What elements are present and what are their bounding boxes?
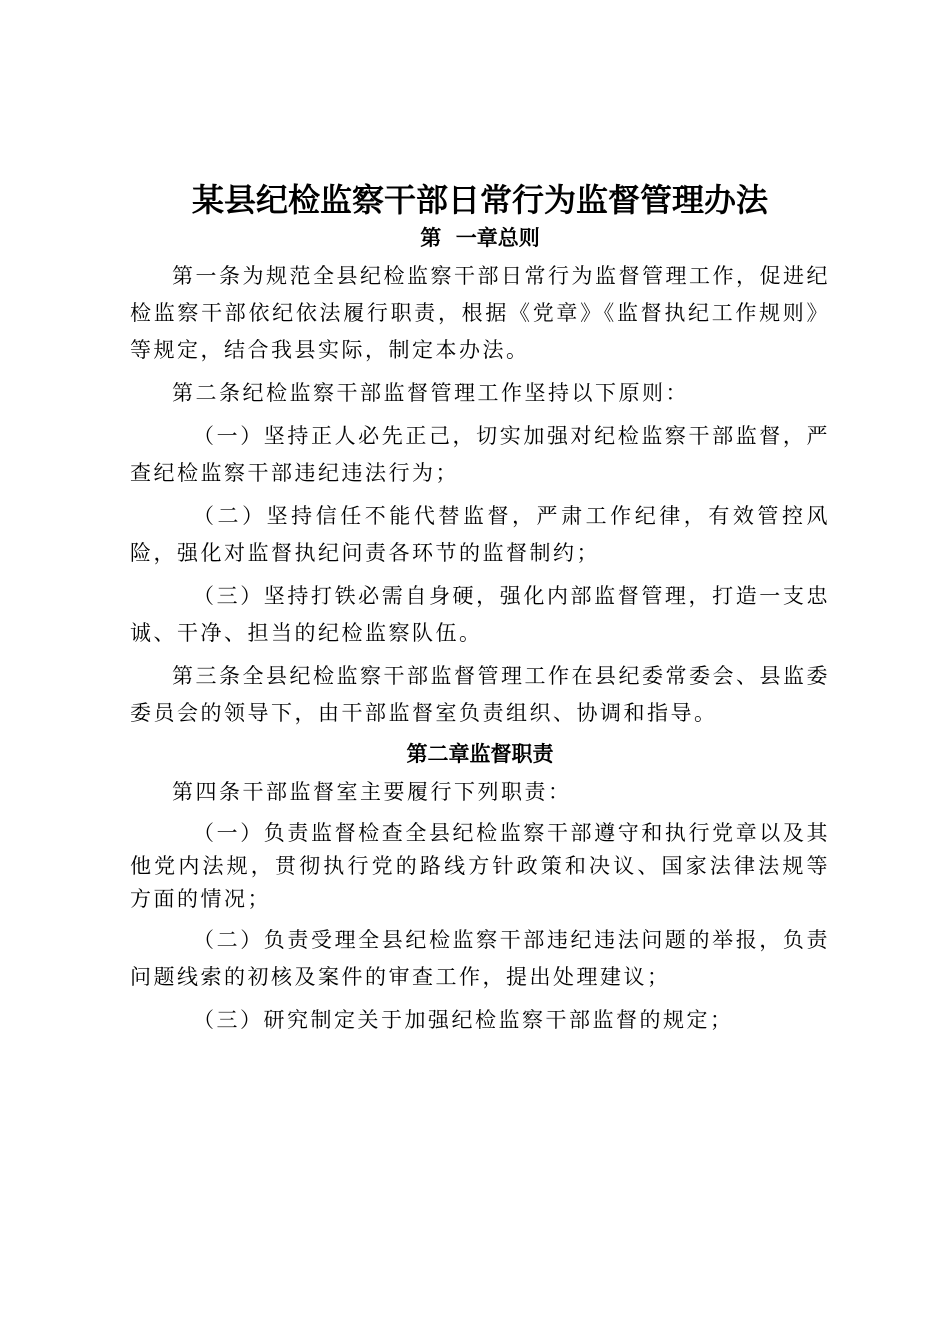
article-2-item-2: （二）坚持信任不能代替监督，严肃工作纪律，有效管控风险，强化对监督执纪问责各环节的监督制约；	[130, 504, 830, 565]
article-2-item-3: （三）坚持打铁必需自身硬，强化内部监督管理，打造一支忠诚、干净、担当的纪检监察队伍。	[130, 584, 830, 645]
document-body	[130, 178, 830, 1045]
article-2: 第二条纪检监察干部监督管理工作坚持以下原则：	[172, 381, 689, 405]
article-2-item-1: （一）坚持正人必先正己，切实加强对纪检监察干部监督，严查纪检监察干部违纪违法行为；	[130, 424, 830, 485]
article-1: 第一条为规范全县纪检监察干部日常行为监督管理工作，促进纪检监察干部依纪依法履行职责，根据《党章》《监督执纪工作规则》等规定，结合我县实际，制定本办法。	[130, 264, 830, 362]
document-title: 某县纪检监察干部日常行为监督管理办法	[191, 181, 768, 219]
chapter-1-heading: 第 一章总则	[420, 226, 540, 250]
article-4-item-3: （三）研究制定关于加强纪检监察干部监督的规定；	[193, 1008, 734, 1032]
article-4: 第四条干部监督室主要履行下列职责：	[172, 780, 572, 804]
article-3: 第三条全县纪检监察干部监督管理工作在县纪委常委会、县监委委员会的领导下，由干部监督室负责组织、协调和指导。	[130, 664, 830, 725]
chapter-2-heading: 第二章监督职责	[406, 742, 554, 766]
article-4-item-1: （一）负责监督检查全县纪检监察干部遵守和执行党章以及其他党内法规，贯彻执行党的路线方针政策和决议、国家法律法规等方面的情况；	[130, 821, 830, 911]
article-4-item-2: （二）负责受理全县纪检监察干部违纪违法问题的举报，负责问题线索的初核及案件的审查工作，提出处理建议；	[130, 928, 830, 989]
